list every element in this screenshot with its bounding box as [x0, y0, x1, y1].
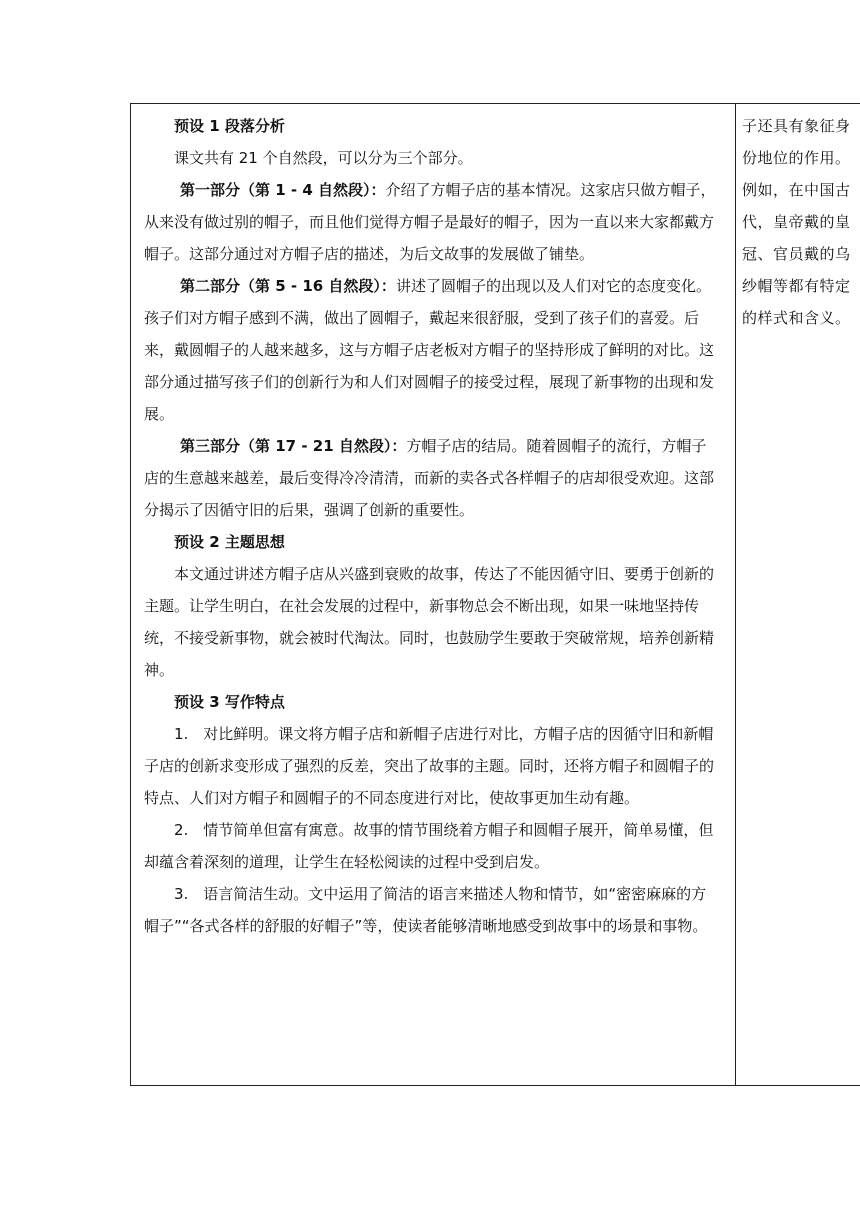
lesson-table	[130, 103, 860, 1086]
part-three-text: 方帽子店的结局。随着圆帽子的流行，方帽子店的生意越来越差，最后变得冷冷清清，而新的卖各式各样帽子的店却很受欢迎。这部分揭示了因循守旧的后果，强调了创新的重要性。	[144, 437, 715, 519]
part-two-text: 讲述了圆帽子的出现以及人们对它的态度变化。孩子们对方帽子感到不满，做出了圆帽子，戴起来很舒服，受到了孩子们的喜爱。后来，戴圆帽子的人越来越多，这与方帽子店老板对方帽子的坚持形成了鲜明的对比。这部分通过描写孩子们的创新行为和人们对圆帽子的接受过程，展现了新事物的出现和发展。	[144, 277, 715, 423]
part-two	[144, 270, 719, 430]
side-note: 子还具有象征身份地位的作用。例如，在中国古代，皇帝戴的皇冠、官员戴的乌纱帽等都有特定的样式和含义。	[742, 117, 851, 327]
feature-item-3: 3. 语言简洁生动。文中运用了简洁的语言来描述人物和情节，如“密密麻麻的方帽子”“各式各样的舒服的好帽子”等，使读者能够清晰地感受到故事中的场景和事物。	[144, 885, 708, 935]
main-cell	[131, 104, 736, 1086]
part-three	[144, 430, 719, 526]
part-one	[144, 174, 719, 270]
part-one-text: 介绍了方帽子店的基本情况。这家店只做方帽子，从来没有做过别的帽子，而且他们觉得方帽子是最好的帽子，因为一直以来大家都戴方帽子。这部分通过对方帽子店的描述，为后文故事的发展做了铺垫。	[144, 181, 716, 263]
side-note-cell	[736, 104, 860, 1086]
main-content	[131, 104, 735, 942]
part-one-title: 第一部分（第 1 - 4 自然段）：	[180, 181, 386, 199]
paragraph-theme: 本文通过讲述方帽子店从兴盛到衰败的故事，传达了不能因循守旧、要勇于创新的主题。让学生明白，在社会发展的过程中，新事物总会不断出现，如果一味地坚持传统，不接受新事物，就会被时代淘汰。同时，也鼓励学生要敢于突破常规，培养创新精神。	[144, 565, 715, 679]
heading-writing-features: 预设 3 写作特点	[174, 693, 285, 711]
part-two-title: 第二部分（第 5 - 16 自然段）：	[180, 277, 396, 295]
feature-item-2: 2. 情节简单但富有寓意。故事的情节围绕着方帽子和圆帽子展开，简单易懂，但却蕴含着深刻的道理，让学生在轻松阅读的过程中受到启发。	[144, 821, 714, 871]
feature-item-1: 1. 对比鲜明。课文将方帽子店和新帽子店进行对比，方帽子店的因循守旧和新帽子店的创新求变形成了强烈的反差，突出了故事的主题。同时，还将方帽子和圆帽子的特点、人们对方帽子和圆帽子的不同态度进行对比，使故事更加生动有趣。	[144, 725, 715, 807]
paragraph-intro: 课文共有 21 个自然段，可以分为三个部分。	[174, 149, 473, 167]
heading-paragraph-analysis: 预设 1 段落分析	[174, 117, 285, 135]
part-three-title: 第三部分（第 17 - 21 自然段）：	[180, 437, 407, 455]
heading-theme: 预设 2 主题思想	[174, 533, 285, 551]
